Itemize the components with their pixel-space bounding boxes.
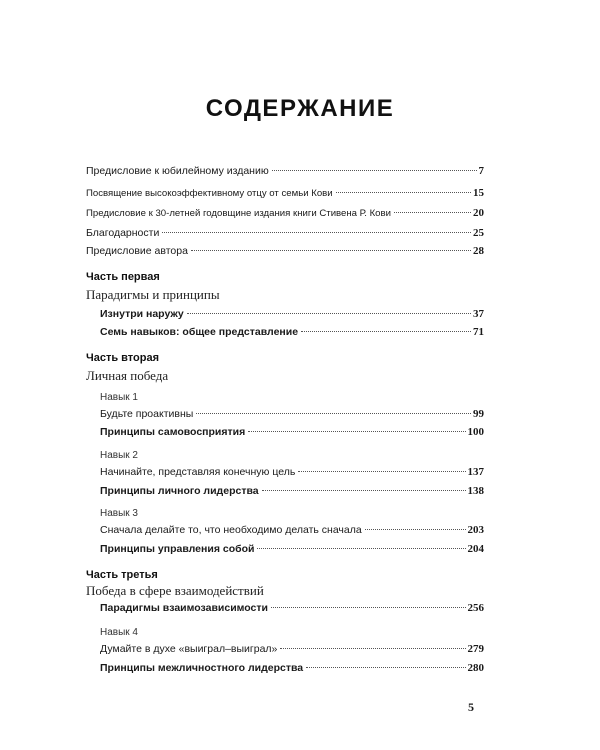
leader-dots: [298, 471, 465, 472]
toc-entry-page: 28: [473, 245, 484, 257]
toc-entry-label: Принципы межличностного лидерства: [100, 662, 304, 674]
leader-dots: [394, 212, 471, 213]
toc-entry-page: 100: [467, 426, 484, 438]
toc-entry-page: 71: [473, 326, 484, 338]
toc-entry-label: Посвящение высокоэффективному отцу от семьи Кови: [86, 188, 333, 199]
toc-entry-think-win-win[interactable]: [100, 643, 484, 659]
toc-entry-page: 256: [467, 602, 484, 614]
leader-dots: [196, 413, 471, 414]
page-title: СОДЕРЖАНИЕ: [205, 95, 395, 122]
leader-dots: [280, 648, 465, 649]
toc-entry-label: Принципы управления собой: [100, 543, 255, 555]
toc-entry-self-management-principles[interactable]: [100, 543, 484, 559]
toc-entry-first-things-first[interactable]: [100, 524, 484, 540]
toc-entry-be-proactive[interactable]: [100, 408, 484, 424]
toc-entry-page: 7: [478, 165, 484, 177]
leader-dots: [191, 250, 471, 251]
habit-3-label: Навык 3: [100, 508, 138, 519]
toc-entry-page: 279: [467, 643, 484, 655]
toc-entry-page: 99: [473, 408, 484, 420]
part-one-label: Часть первая: [86, 271, 160, 283]
toc-entry-page: 204: [467, 543, 484, 555]
toc-entry-page: 15: [473, 187, 484, 199]
toc-entry-label: Семь навыков: общее представление: [100, 326, 299, 338]
leader-dots: [306, 667, 465, 668]
leader-dots: [272, 170, 477, 171]
leader-dots: [248, 431, 465, 432]
toc-entry-label: Предисловие к 30-летней годовщине издания книги Стивена Р. Кови: [86, 208, 391, 219]
toc-entry-interdependence-paradigms[interactable]: [100, 602, 484, 618]
toc-entry-label: Начинайте, представляя конечную цель: [100, 466, 296, 478]
toc-entry-dedication[interactable]: [86, 187, 484, 203]
toc-entry-interpersonal-leadership-principles[interactable]: [100, 662, 484, 678]
toc-entry-page: 203: [467, 524, 484, 536]
habit-4-label: Навык 4: [100, 627, 138, 638]
toc-entry-jubilee-preface[interactable]: [86, 165, 484, 181]
part-three-label: Часть третья: [86, 569, 158, 581]
leader-dots: [365, 529, 466, 530]
leader-dots: [257, 548, 465, 549]
toc-entry-page: 280: [467, 662, 484, 674]
toc-entry-label: Предисловие автора: [86, 245, 188, 257]
part-two-label: Часть вторая: [86, 352, 160, 364]
toc-entry-anniversary-preface[interactable]: [86, 207, 484, 223]
leader-dots: [162, 232, 471, 233]
leader-dots: [301, 331, 471, 332]
toc-entry-label: Изнутри наружу: [100, 308, 184, 320]
toc-entry-inside-out[interactable]: [100, 308, 484, 324]
toc-entry-label: Принципы личного лидерства: [100, 485, 259, 497]
leader-dots: [262, 490, 466, 491]
habit-2-label: Навык 2: [100, 450, 138, 461]
toc-entry-label: Думайте в духе «выиграл–выиграл»: [100, 643, 278, 655]
toc-entry-acknowledgements[interactable]: [86, 227, 484, 243]
toc-entry-page: 138: [467, 485, 484, 497]
habit-1-label: Навык 1: [100, 392, 138, 403]
toc-entry-seven-habits-overview[interactable]: [100, 326, 484, 342]
toc-entry-label: Сначала делайте то, что необходимо делать сначала: [100, 524, 362, 536]
toc-entry-page: 37: [473, 308, 484, 320]
toc-entry-author-preface[interactable]: [86, 245, 484, 261]
toc-entry-begin-with-end[interactable]: [100, 466, 484, 482]
toc-entry-label: Благодарности: [86, 227, 160, 239]
toc-entry-page: 137: [467, 466, 484, 478]
toc-entry-self-perception-principles[interactable]: [100, 426, 484, 442]
toc-entry-label: Предисловие к юбилейному изданию: [86, 165, 269, 177]
toc-entry-label: Принципы самовосприятия: [100, 426, 246, 438]
toc-entry-label: Будьте проактивны: [100, 408, 194, 420]
part-three-subtitle: Победа в сфере взаимодействий: [86, 583, 264, 598]
leader-dots: [187, 313, 471, 314]
toc-entry-page: 20: [473, 207, 484, 219]
toc-entry-personal-leadership-principles[interactable]: [100, 485, 484, 501]
part-two-subtitle: Личная победа: [86, 368, 169, 383]
toc-entry-page: 25: [473, 227, 484, 239]
part-one-subtitle: Парадигмы и принципы: [86, 287, 220, 302]
toc-entry-label: Парадигмы взаимозависимости: [100, 602, 268, 614]
leader-dots: [271, 607, 466, 608]
leader-dots: [336, 192, 471, 193]
page-number: 5: [468, 700, 474, 714]
